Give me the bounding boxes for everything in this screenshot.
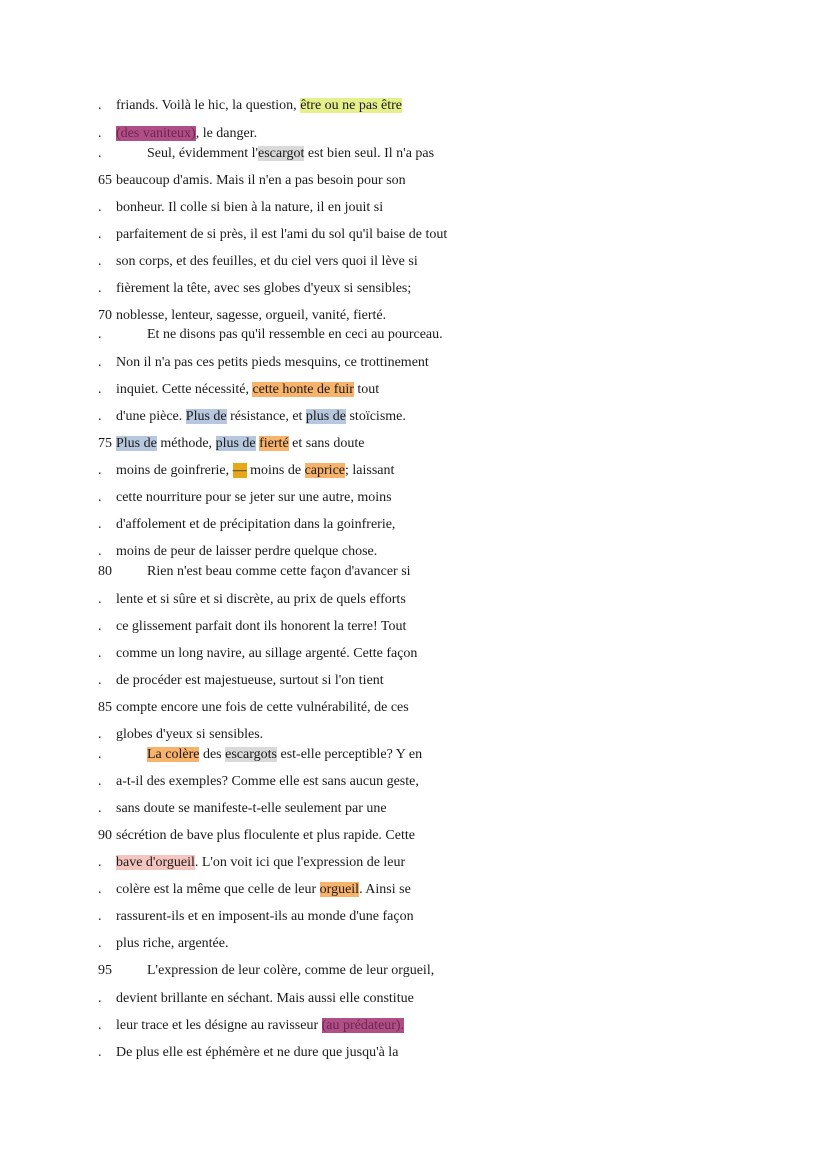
line-number: . [98, 382, 102, 397]
highlighted-phrase: bave d'orgueil [116, 855, 195, 870]
highlighted-phrase: plus de [305, 409, 346, 424]
line-text [116, 226, 447, 244]
line-number: 65 [98, 173, 112, 188]
line-number: 95 [98, 963, 112, 978]
line-number: . [98, 774, 102, 789]
text-segment: son corps, et des feuilles, et du ciel vers quoi il lève si [116, 254, 418, 269]
text-segment: ce glissement parfait dont ils honorent la terre! Tout [116, 619, 407, 634]
line-text [116, 699, 409, 717]
text-segment: devient brillante en séchant. Mais aussi elle constitue [116, 991, 414, 1006]
text-segment: friands. Voilà le hic, la question, [116, 98, 301, 113]
line-number: . [98, 727, 102, 742]
text-segment: de procéder est majestueuse, surtout si l'on tient [116, 673, 384, 688]
highlighted-phrase: être ou ne pas être [300, 98, 403, 113]
text-segment: tout [353, 382, 380, 397]
line-number: . [98, 146, 102, 161]
text-segment: beaucoup d'amis. Mais il n'en a pas besoin pour son [116, 173, 406, 188]
line-text [116, 125, 257, 143]
text-segment: comme un long navire, au sillage argenté. Cette façon [116, 646, 418, 661]
text-segment: Rien n'est beau comme cette façon d'avancer si [147, 564, 411, 579]
line-text [116, 381, 379, 399]
text-segment: . Ainsi se [359, 882, 411, 897]
line-text [116, 827, 415, 845]
highlighted-phrase: plus de [215, 436, 256, 451]
line-number: . [98, 1018, 102, 1033]
line-text [116, 307, 386, 325]
line-number: . [98, 801, 102, 816]
line-text [116, 854, 405, 872]
line-number: . [98, 936, 102, 951]
line-number: 70 [98, 308, 112, 323]
line-number: . [98, 592, 102, 607]
line-text [116, 280, 411, 298]
line-text [116, 990, 414, 1008]
text-segment: d'une pièce. [116, 409, 186, 424]
line-number: . [98, 463, 102, 478]
text-segment: inquiet. Cette nécessité, [116, 382, 253, 397]
text-segment: leur trace et les désigne au ravisseur [116, 1018, 322, 1033]
text-segment: plus riche, argentée. [116, 936, 229, 951]
text-segment: a-t-il des exemples? Comme elle est sans aucun geste, [116, 774, 419, 789]
line-number: . [98, 517, 102, 532]
text-segment: ; laissant [345, 463, 395, 478]
text-segment: stoïcisme. [345, 409, 406, 424]
text-segment: Et ne disons pas qu'il ressemble en ceci au pourceau. [147, 327, 443, 342]
line-text [116, 672, 384, 690]
text-segment: noblesse, lenteur, sagesse, orgueil, vanité, fierté. [116, 308, 387, 323]
highlighted-phrase: La colère [147, 747, 200, 762]
text-segment: globes d'yeux si sensibles. [116, 727, 264, 742]
line-text [116, 172, 406, 190]
line-text [116, 645, 417, 663]
highlighted-phrase: orgueil [319, 882, 360, 897]
text-segment: lente et si sûre et si discrète, au prix de quels efforts [116, 592, 406, 607]
text-segment: compte encore une fois de cette vulnérabilité, de ces [116, 700, 409, 715]
line-number: . [98, 355, 102, 370]
highlighted-phrase: (des vaniteux) [116, 126, 196, 141]
line-text [116, 354, 429, 372]
text-segment: sans doute se manifeste-t-elle seulement par une [116, 801, 387, 816]
line-text [116, 726, 263, 744]
line-number: . [98, 855, 102, 870]
line-number: . [98, 281, 102, 296]
text-segment: résistance, et [226, 409, 306, 424]
line-text [116, 1044, 398, 1062]
text-segment: moins de peur de laisser perdre quelque chose. [116, 544, 378, 559]
line-number: 80 [98, 564, 112, 579]
text-segment: Seul, évidemment l' [147, 146, 259, 161]
line-text [147, 145, 434, 163]
line-number: . [98, 991, 102, 1006]
line-number: . [98, 327, 102, 342]
text-segment: . L'on voit ici que l'expression de leur [194, 855, 406, 870]
text-segment: moins de goinfrerie, [116, 463, 233, 478]
line-number: . [98, 126, 102, 141]
highlighted-phrase: cette honte de fuir [252, 382, 354, 397]
line-text [116, 516, 395, 534]
text-segment: sécrétion de bave plus floculente et plus rapide. Cette [116, 828, 415, 843]
line-text [116, 935, 228, 953]
line-number: . [98, 1045, 102, 1060]
text-segment: rassurent-ils et en imposent-ils au monde d'une façon [116, 909, 414, 924]
line-text [116, 1017, 404, 1035]
highlighted-phrase: Plus de [185, 409, 227, 424]
line-text [116, 908, 414, 926]
line-text [116, 253, 418, 271]
text-segment: bonheur. Il colle si bien à la nature, il en jouit si [116, 200, 384, 215]
line-number: . [98, 254, 102, 269]
line-text [147, 962, 434, 980]
line-number: . [98, 200, 102, 215]
highlighted-phrase: Plus de [116, 436, 157, 451]
text-segment: L'expression de leur colère, comme de leur orgueil, [147, 963, 435, 978]
highlighted-phrase: — [232, 463, 247, 478]
line-text [116, 462, 394, 480]
text-segment: des [199, 747, 226, 762]
line-number: . [98, 490, 102, 505]
line-text [116, 773, 419, 791]
line-number: 85 [98, 700, 112, 715]
line-text [116, 800, 387, 818]
line-number: . [98, 544, 102, 559]
line-number: . [98, 747, 102, 762]
highlighted-phrase: escargot [258, 146, 305, 161]
line-text [116, 408, 406, 426]
line-text [116, 618, 406, 636]
line-number: . [98, 909, 102, 924]
line-number: 90 [98, 828, 112, 843]
line-text [116, 435, 364, 453]
line-number: . [98, 227, 102, 242]
highlighted-phrase: caprice [304, 463, 346, 478]
line-text [116, 543, 377, 561]
text-segment: est-elle perceptible? Y en [276, 747, 423, 762]
line-text [116, 489, 392, 507]
highlighted-phrase: (au prédateur). [321, 1018, 405, 1033]
line-text [116, 591, 406, 609]
line-number: . [98, 646, 102, 661]
line-number: . [98, 673, 102, 688]
line-number: . [98, 619, 102, 634]
line-text [147, 746, 422, 764]
text-segment: parfaitement de si près, il est l'ami du sol qu'il baise de tout [116, 227, 448, 242]
text-segment: et sans doute [288, 436, 365, 451]
text-segment: fièrement la tête, avec ses globes d'yeux si sensibles; [116, 281, 412, 296]
line-text [116, 97, 402, 115]
line-number: . [98, 98, 102, 113]
text-segment: , le danger. [195, 126, 258, 141]
line-text [147, 326, 443, 344]
line-text [116, 881, 411, 899]
text-segment: méthode, [156, 436, 216, 451]
text-segment: cette nourriture pour se jeter sur une autre, moins [116, 490, 392, 505]
highlighted-phrase: fierté [259, 436, 289, 451]
text-segment: d'affolement et de précipitation dans la goinfrerie, [116, 517, 396, 532]
text-segment: De plus elle est éphémère et ne dure que jusqu'à la [116, 1045, 399, 1060]
text-segment: Non il n'a pas ces petits pieds mesquins, ce trottinement [116, 355, 429, 370]
line-text [116, 199, 383, 217]
line-number: . [98, 409, 102, 424]
text-segment: moins de [246, 463, 305, 478]
line-number: 75 [98, 436, 112, 451]
text-segment: colère est la même que celle de leur [116, 882, 320, 897]
line-number: . [98, 882, 102, 897]
highlighted-phrase: escargots [225, 747, 277, 762]
text-segment: est bien seul. Il n'a pas [304, 146, 435, 161]
line-text [147, 563, 411, 581]
